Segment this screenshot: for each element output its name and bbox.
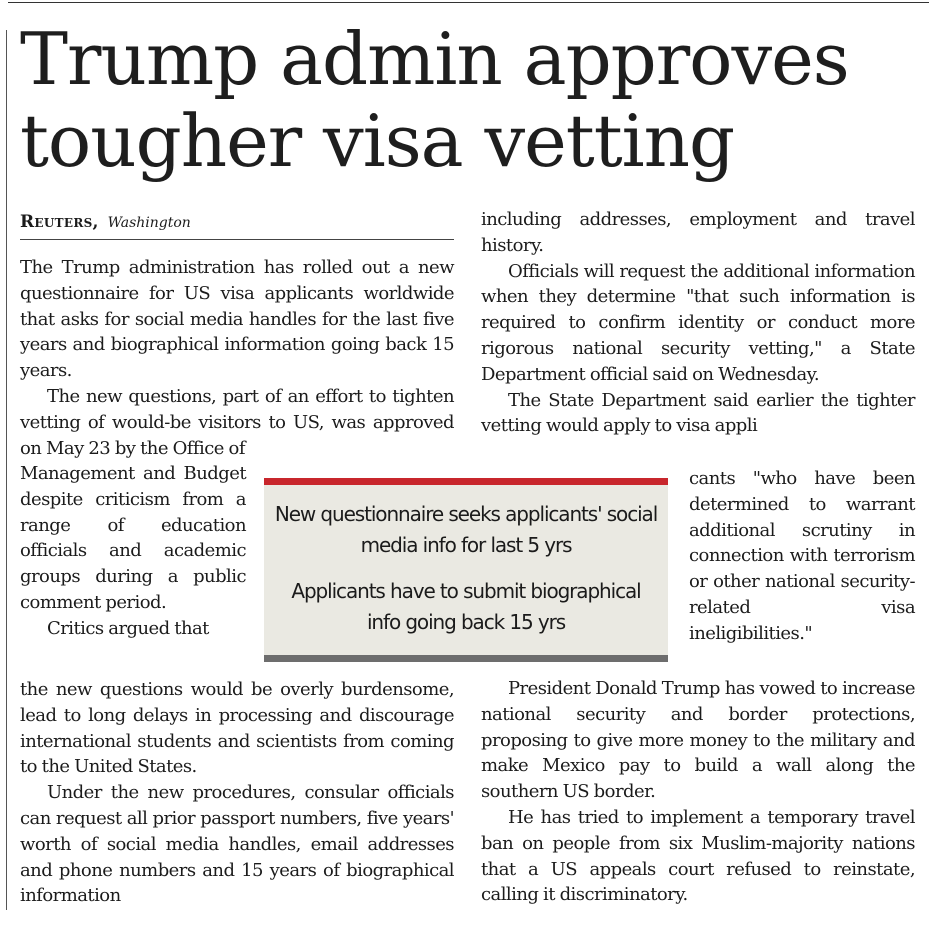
paragraph: President Donald Trump has vowed to increase national security and border protections, proposing to give more money to the military and make Mexico pay to build a wall along the southern US border. xyxy=(481,678,915,803)
column-right-bottom xyxy=(481,676,915,908)
top-rule xyxy=(8,2,929,3)
paragraph: The new questions, part of an effort to tighten vetting of would-be visitors to US, was approved on May 23 by the Office of xyxy=(20,385,454,459)
paragraph: The Trump administration has rolled out a new questionnaire for US visa applicants worldwide that asks for social media handles for the last five years and biographical information going back 15 years. xyxy=(20,257,454,382)
byline-city: Washington xyxy=(107,215,191,231)
column-left-top xyxy=(20,255,454,461)
column-right-wrap xyxy=(689,466,915,647)
paragraph: The State Department said earlier the tighter vetting would apply to visa appli xyxy=(481,389,915,437)
paragraph: the new questions would be overly burdensome, lead to long delays in processing and discourage international students and scientists from coming to the United States. xyxy=(20,679,454,778)
column-left-wrap xyxy=(20,461,246,642)
column-left-bottom xyxy=(20,677,454,909)
pullquote-line: Applicants have to submit biographical info going back 15 yrs xyxy=(291,579,641,634)
headline: Trump admin approves tougher visa vetting xyxy=(20,17,849,183)
left-rule xyxy=(6,30,7,910)
column-right-top xyxy=(481,207,915,439)
byline-agency: Reuters, xyxy=(20,212,99,232)
pullquote-line: New questionnaire seeks applicants' social media info for last 5 yrs xyxy=(274,502,658,557)
paragraph: including addresses, employment and travel history. xyxy=(481,209,915,256)
paragraph: Critics argued that xyxy=(47,617,209,639)
paragraph: He has tried to implement a temporary travel ban on people from six Muslim-majority nations that a US appeals court refused to reinstate, calling it discriminatory. xyxy=(481,806,915,906)
paragraph: Management and Budget despite criticism from a range of education officials and academic groups during a public comment period. xyxy=(20,463,246,613)
paragraph: Officials will request the additional information when they determine "that such information is required to confirm identity or conduct more rigorous national security vetting," a State Department official said on Wednesday. xyxy=(481,260,915,385)
pullquote-box xyxy=(264,478,668,662)
byline xyxy=(20,210,454,240)
paragraph: cants "who have been determined to warrant additional scrutiny in connection with terrorism or other national security-related visa ineligibilities." xyxy=(689,468,915,644)
paragraph: Under the new procedures, consular officials can request all prior passport numbers, five years' worth of social media handles, email addresses and phone numbers and 15 years of biographical information xyxy=(20,782,454,907)
